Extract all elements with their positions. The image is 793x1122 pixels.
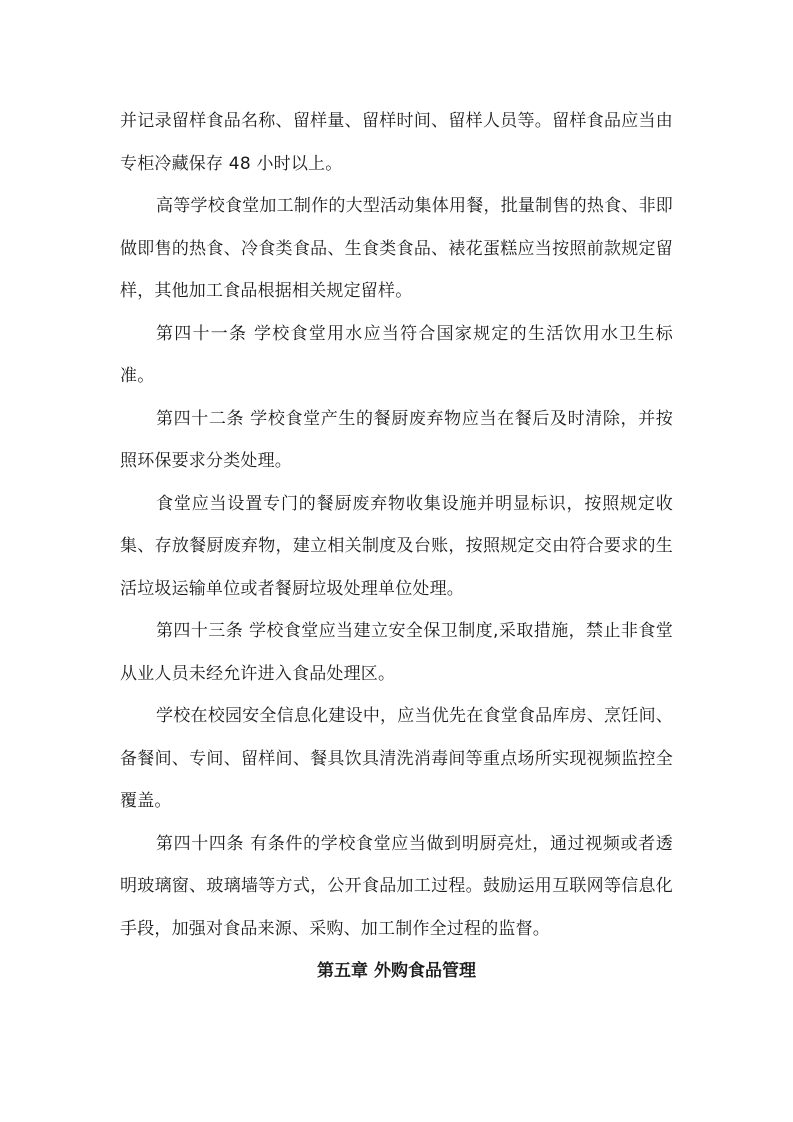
paragraph-video-monitoring: 学校在校园安全信息化建设中，应当优先在食堂食品库房、烹饪间、备餐间、专间、留样间、餐具饮具清洗消毒间等重点场所实现视频监控全覆盖。: [120, 706, 673, 811]
paragraph-sample-retention: 并记录留样食品名称、留样量、留样时间、留样人员等。留样食品应当由专柜冷藏保存 48 小时以上。: [120, 111, 673, 174]
document-body: [120, 100, 673, 993]
chapter-heading: 第五章 外购食品管理: [317, 961, 476, 981]
article-44: 第四十四条 有条件的学校食堂应当做到明厨亮灶，通过视频或者透明玻璃窗、玻璃墙等方式，公开食品加工过程。鼓励运用互联网等信息化手段，加强对食品来源、采购、加工制作全过程的监督。: [120, 833, 673, 939]
article-43: 第四十三条 学校食堂应当建立安全保卫制度,采取措施，禁止非食堂从业人员未经允许进入食品处理区。: [120, 621, 673, 684]
article-41: 第四十一条 学校食堂用水应当符合国家规定的生活饮用水卫生标准。: [120, 323, 673, 386]
article-42: 第四十二条 学校食堂产生的餐厨废弃物应当在餐后及时清除，并按照环保要求分类处理。: [120, 408, 673, 471]
paragraph-university-group-meals: 高等学校食堂加工制作的大型活动集体用餐，批量制售的热食、非即做即售的热食、冷食类食品、生食类食品、裱花蛋糕应当按照前款规定留样，其他加工食品根据相关规定留样。: [120, 196, 673, 301]
paragraph-kitchen-waste: 食堂应当设置专门的餐厨废弃物收集设施并明显标识，按照规定收集、存放餐厨废弃物，建立相关制度及台账，按照规定交由符合要求的生活垃圾运输单位或者餐厨垃圾处理单位处理。: [120, 493, 673, 599]
